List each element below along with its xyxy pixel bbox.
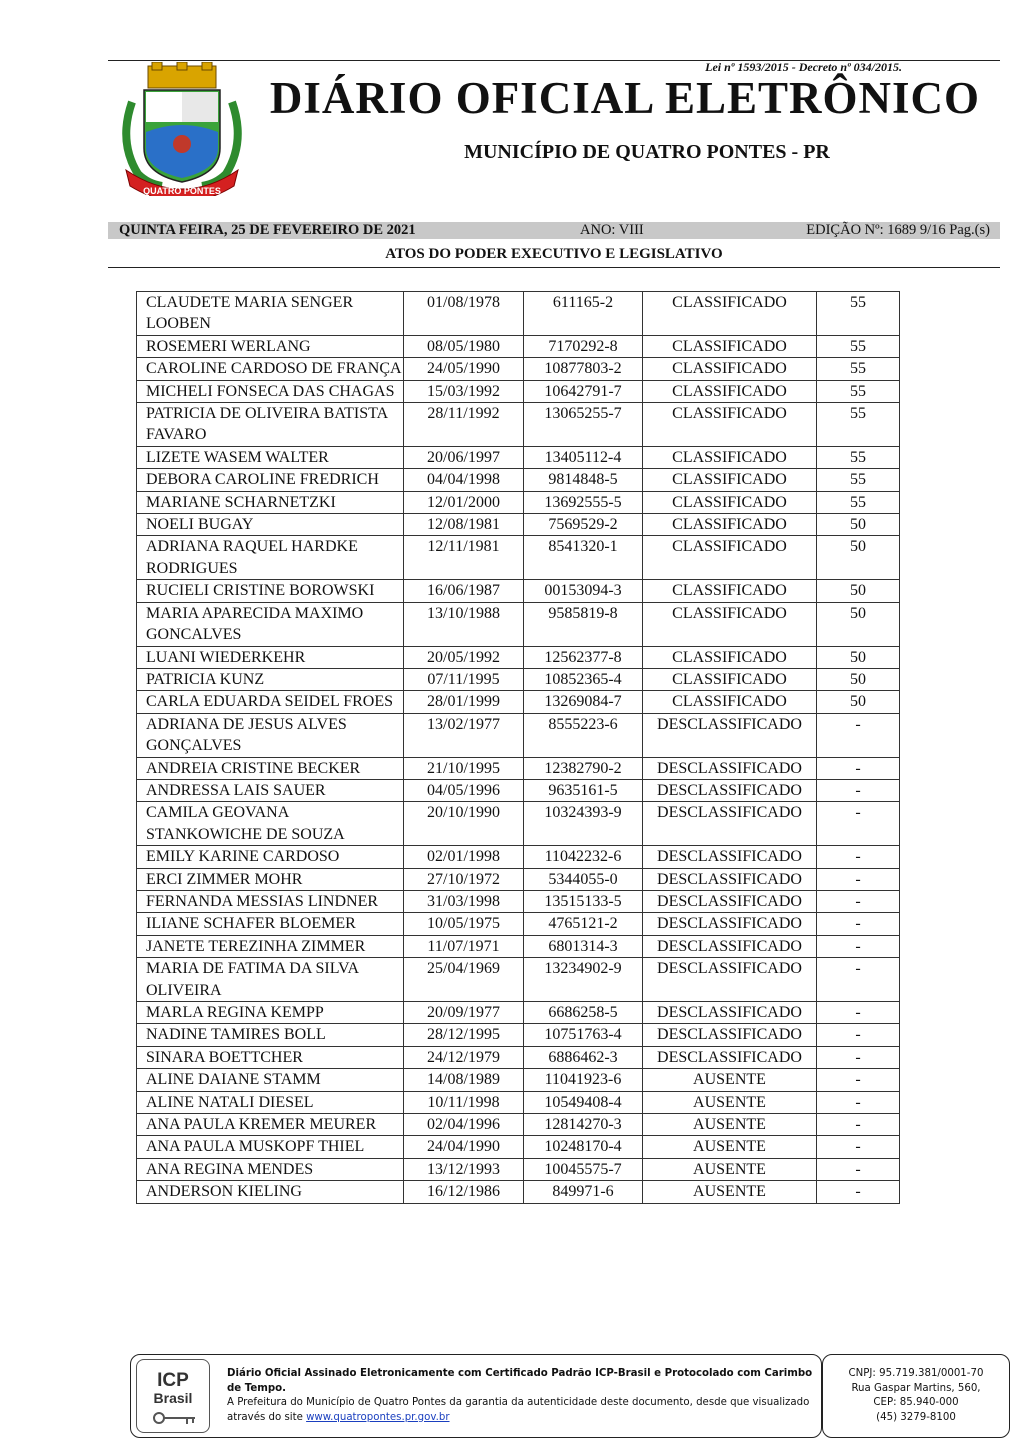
document-id-cell: 5344055-0 (524, 868, 643, 890)
document-id-cell: 9814848-5 (524, 469, 643, 491)
document-id-cell: 13515133-5 (524, 890, 643, 912)
birth-date-cell: 10/05/1975 (404, 913, 524, 935)
result-status-cell: CLASSIFICADO (643, 469, 817, 491)
birth-date-cell: 02/01/1998 (404, 846, 524, 868)
document-id-cell: 6686258-5 (524, 1002, 643, 1024)
table-row (137, 292, 900, 336)
table-row (137, 935, 900, 957)
score-cell: 55 (817, 380, 900, 402)
score-cell: - (817, 958, 900, 1002)
section-title: ATOS DO PODER EXECUTIVO E LEGISLATIVO (385, 246, 723, 262)
score-cell: 55 (817, 335, 900, 357)
document-id-cell: 10248170-4 (524, 1136, 643, 1158)
municipality-subtitle: MUNICÍPIO DE QUATRO PONTES - PR (464, 141, 830, 163)
result-status-cell: AUSENTE (643, 1158, 817, 1180)
birth-date-cell: 28/11/1992 (404, 403, 524, 447)
birth-date-cell: 12/11/1981 (404, 536, 524, 580)
candidate-name-cell: ANA PAULA MUSKOPF THIEL (137, 1136, 404, 1158)
table-row (137, 580, 900, 602)
document-id-cell: 12562377-8 (524, 646, 643, 668)
result-status-cell: CLASSIFICADO (643, 446, 817, 468)
authenticity-prefix: através do site (227, 1411, 307, 1423)
birth-date-cell: 08/05/1980 (404, 335, 524, 357)
page-title: DIÁRIO OFICIAL ELETRÔNICO (269, 73, 981, 123)
candidate-name-cell: ROSEMERI WERLANG (137, 335, 404, 357)
authenticity-site-line (227, 1411, 817, 1426)
birth-date-cell: 20/06/1997 (404, 446, 524, 468)
candidate-name-cell: ALINE DAIANE STAMM (137, 1069, 404, 1091)
table-row (137, 646, 900, 668)
candidate-name-cell: ANDERSON KIELING (137, 1181, 404, 1203)
edition-bar (108, 222, 1000, 239)
svg-text:Brasil: Brasil (153, 1390, 193, 1406)
birth-date-cell: 28/01/1999 (404, 691, 524, 713)
score-cell: 55 (817, 358, 900, 380)
candidate-name-cell: MICHELI FONSECA DAS CHAGAS (137, 380, 404, 402)
candidate-name-cell: ANDREIA CRISTINE BECKER (137, 757, 404, 779)
result-status-cell: CLASSIFICADO (643, 646, 817, 668)
document-id-cell: 8555223-6 (524, 713, 643, 757)
birth-date-cell: 04/04/1998 (404, 469, 524, 491)
candidate-name-cell: MARIANE SCHARNETZKI (137, 491, 404, 513)
table-row (137, 668, 900, 690)
document-id-cell: 13405112-4 (524, 446, 643, 468)
birth-date-cell: 02/04/1996 (404, 1114, 524, 1136)
candidate-name-cell: CLAUDETE MARIA SENGER LOOBEN (137, 292, 404, 336)
table-row (137, 491, 900, 513)
table-row (137, 913, 900, 935)
result-status-cell: DESCLASSIFICADO (643, 757, 817, 779)
candidate-name-cell: EMILY KARINE CARDOSO (137, 846, 404, 868)
contact-box (822, 1354, 1010, 1438)
candidate-name-cell: SINARA BOETTCHER (137, 1046, 404, 1068)
score-cell: 55 (817, 403, 900, 447)
candidate-name-cell: ERCI ZIMMER MOHR (137, 868, 404, 890)
score-cell: 50 (817, 580, 900, 602)
candidate-name-cell: CAROLINE CARDOSO DE FRANÇA (137, 358, 404, 380)
site-link[interactable]: www.quatropontes.pr.gov.br (306, 1411, 450, 1423)
candidate-name-cell: JANETE TEREZINHA ZIMMER (137, 935, 404, 957)
result-status-cell: DESCLASSIFICADO (643, 935, 817, 957)
score-cell: 50 (817, 668, 900, 690)
table-row (137, 713, 900, 757)
table-row (137, 514, 900, 536)
candidate-name-cell: ANA PAULA KREMER MEURER (137, 1114, 404, 1136)
crest-ribbon-label: QUATRO PONTES (143, 186, 221, 196)
candidate-name-cell: ADRIANA RAQUEL HARDKE RODRIGUES (137, 536, 404, 580)
table-row (137, 1181, 900, 1203)
score-cell: 50 (817, 691, 900, 713)
birth-date-cell: 04/05/1996 (404, 779, 524, 801)
result-status-cell: CLASSIFICADO (643, 580, 817, 602)
document-id-cell: 10852365-4 (524, 668, 643, 690)
score-cell: 55 (817, 292, 900, 336)
document-id-cell: 10642791-7 (524, 380, 643, 402)
edition-date: QUINTA FEIRA, 25 DE FEVEREIRO DE 2021 (119, 222, 416, 238)
document-id-cell: 849971-6 (524, 1181, 643, 1203)
document-id-cell: 12814270-3 (524, 1114, 643, 1136)
candidate-name-cell: NOELI BUGAY (137, 514, 404, 536)
result-status-cell: DESCLASSIFICADO (643, 779, 817, 801)
table-row (137, 536, 900, 580)
candidate-name-cell: PATRICIA KUNZ (137, 668, 404, 690)
result-status-cell: CLASSIFICADO (643, 691, 817, 713)
result-status-cell: DESCLASSIFICADO (643, 846, 817, 868)
candidate-name-cell: CAMILA GEOVANA STANKOWICHE DE SOUZA (137, 802, 404, 846)
birth-date-cell: 12/08/1981 (404, 514, 524, 536)
cnpj: CNPJ: 95.719.381/0001-70 (848, 1368, 984, 1379)
birth-date-cell: 13/02/1977 (404, 713, 524, 757)
table-row (137, 602, 900, 646)
birth-date-cell: 25/04/1969 (404, 958, 524, 1002)
table-row (137, 868, 900, 890)
birth-date-cell: 01/08/1978 (404, 292, 524, 336)
document-id-cell: 9635161-5 (524, 779, 643, 801)
document-id-cell: 4765121-2 (524, 913, 643, 935)
document-id-cell: 611165-2 (524, 292, 643, 336)
result-status-cell: DESCLASSIFICADO (643, 958, 817, 1002)
candidate-name-cell: CARLA EDUARDA SEIDEL FROES (137, 691, 404, 713)
svg-text:ICP: ICP (157, 1370, 189, 1391)
table-row (137, 691, 900, 713)
result-status-cell: DESCLASSIFICADO (643, 802, 817, 846)
table-row (137, 335, 900, 357)
document-id-cell: 13234902-9 (524, 958, 643, 1002)
document-id-cell: 8541320-1 (524, 536, 643, 580)
candidate-name-cell: FERNANDA MESSIAS LINDNER (137, 890, 404, 912)
candidate-name-cell: NADINE TAMIRES BOLL (137, 1024, 404, 1046)
score-cell: - (817, 1046, 900, 1068)
result-status-cell: DESCLASSIFICADO (643, 913, 817, 935)
birth-date-cell: 10/11/1998 (404, 1091, 524, 1113)
result-status-cell: CLASSIFICADO (643, 668, 817, 690)
score-cell: - (817, 802, 900, 846)
result-status-cell: CLASSIFICADO (643, 514, 817, 536)
table-row (137, 380, 900, 402)
document-id-cell: 13269084-7 (524, 691, 643, 713)
candidate-name-cell: RUCIELI CRISTINE BOROWSKI (137, 580, 404, 602)
certificate-text (227, 1367, 817, 1425)
document-id-cell: 6801314-3 (524, 935, 643, 957)
result-status-cell: DESCLASSIFICADO (643, 890, 817, 912)
score-cell: - (817, 779, 900, 801)
score-cell: 55 (817, 446, 900, 468)
candidate-name-cell: PATRICIA DE OLIVEIRA BATISTA FAVARO (137, 403, 404, 447)
document-id-cell: 12382790-2 (524, 757, 643, 779)
authenticity-statement: A Prefeitura do Município de Quatro Pontes da garantia da autenticidade deste documento, desde que visualizado (227, 1397, 810, 1408)
score-cell: - (817, 1114, 900, 1136)
score-cell: - (817, 1002, 900, 1024)
table-row (137, 1002, 900, 1024)
document-id-cell: 13065255-7 (524, 403, 643, 447)
table-row (137, 469, 900, 491)
candidate-name-cell: LIZETE WASEM WALTER (137, 446, 404, 468)
result-status-cell: AUSENTE (643, 1136, 817, 1158)
document-id-cell: 7569529-2 (524, 514, 643, 536)
result-status-cell: DESCLASSIFICADO (643, 1002, 817, 1024)
candidate-name-cell: ADRIANA DE JESUS ALVES GONÇALVES (137, 713, 404, 757)
document-id-cell: 10751763-4 (524, 1024, 643, 1046)
score-cell: - (817, 846, 900, 868)
birth-date-cell: 16/12/1986 (404, 1181, 524, 1203)
birth-date-cell: 31/03/1998 (404, 890, 524, 912)
score-cell: - (817, 868, 900, 890)
certificate-box (130, 1354, 822, 1438)
result-status-cell: AUSENTE (643, 1114, 817, 1136)
table-row (137, 802, 900, 846)
table-row (137, 403, 900, 447)
table-row (137, 1136, 900, 1158)
municipal-crest-icon (118, 62, 246, 196)
law-reference: Lei nº 1593/2015 - Decreto nº 034/2015. (705, 60, 902, 74)
result-status-cell: CLASSIFICADO (643, 536, 817, 580)
table-row (137, 358, 900, 380)
results-table (136, 291, 900, 1204)
candidate-name-cell: MARIA APARECIDA MAXIMO GONCALVES (137, 602, 404, 646)
candidate-name-cell: ANDRESSA LAIS SAUER (137, 779, 404, 801)
cep: CEP: 85.940-000 (873, 1397, 959, 1408)
candidate-name-cell: LUANI WIEDERKEHR (137, 646, 404, 668)
contact-info (823, 1367, 1009, 1425)
score-cell: - (817, 935, 900, 957)
address: Rua Gaspar Martins, 560, (851, 1382, 981, 1394)
document-id-cell: 10549408-4 (524, 1091, 643, 1113)
score-cell: - (817, 913, 900, 935)
result-status-cell: CLASSIFICADO (643, 335, 817, 357)
section-rule (108, 267, 1000, 268)
result-status-cell: AUSENTE (643, 1181, 817, 1203)
birth-date-cell: 12/01/2000 (404, 491, 524, 513)
score-cell: 50 (817, 536, 900, 580)
birth-date-cell: 20/09/1977 (404, 1002, 524, 1024)
score-cell: 55 (817, 491, 900, 513)
document-id-cell: 10877803-2 (524, 358, 643, 380)
score-cell: - (817, 1091, 900, 1113)
score-cell: 55 (817, 469, 900, 491)
birth-date-cell: 20/05/1992 (404, 646, 524, 668)
score-cell: - (817, 757, 900, 779)
candidate-name-cell: ILIANE SCHAFER BLOEMER (137, 913, 404, 935)
document-id-cell: 11041923-6 (524, 1069, 643, 1091)
birth-date-cell: 24/05/1990 (404, 358, 524, 380)
candidate-name-cell: DEBORA CAROLINE FREDRICH (137, 469, 404, 491)
edition-number: EDIÇÃO Nº: 1689 9/16 Pag.(s) (806, 222, 990, 238)
score-cell: - (817, 890, 900, 912)
table-row (137, 1158, 900, 1180)
table-row (137, 779, 900, 801)
birth-date-cell: 20/10/1990 (404, 802, 524, 846)
birth-date-cell: 27/10/1972 (404, 868, 524, 890)
result-status-cell: CLASSIFICADO (643, 380, 817, 402)
birth-date-cell: 28/12/1995 (404, 1024, 524, 1046)
score-cell: 50 (817, 602, 900, 646)
score-cell: - (817, 1024, 900, 1046)
document-id-cell: 6886462-3 (524, 1046, 643, 1068)
document-id-cell: 11042232-6 (524, 846, 643, 868)
score-cell: - (817, 1181, 900, 1203)
table-row (137, 1046, 900, 1068)
table-row (137, 446, 900, 468)
table-row (137, 1024, 900, 1046)
signature-statement: Diário Oficial Assinado Eletronicamente com Certificado Padrão ICP-Brasil e Protocolado com Carimbo de Tempo. (227, 1368, 813, 1394)
table-row (137, 846, 900, 868)
result-status-cell: CLASSIFICADO (643, 491, 817, 513)
result-status-cell: DESCLASSIFICADO (643, 1024, 817, 1046)
table-row (137, 890, 900, 912)
results-table-body (137, 292, 900, 1204)
birth-date-cell: 24/04/1990 (404, 1136, 524, 1158)
table-row (137, 958, 900, 1002)
candidate-name-cell: ANA REGINA MENDES (137, 1158, 404, 1180)
result-status-cell: DESCLASSIFICADO (643, 713, 817, 757)
birth-date-cell: 15/03/1992 (404, 380, 524, 402)
result-status-cell: AUSENTE (643, 1091, 817, 1113)
candidate-name-cell: MARLA REGINA KEMPP (137, 1002, 404, 1024)
birth-date-cell: 11/07/1971 (404, 935, 524, 957)
table-row (137, 1091, 900, 1113)
score-cell: - (817, 1158, 900, 1180)
document-id-cell: 7170292-8 (524, 335, 643, 357)
score-cell: - (817, 713, 900, 757)
birth-date-cell: 16/06/1987 (404, 580, 524, 602)
birth-date-cell: 24/12/1979 (404, 1046, 524, 1068)
result-status-cell: AUSENTE (643, 1069, 817, 1091)
candidate-name-cell: ALINE NATALI DIESEL (137, 1091, 404, 1113)
result-status-cell: DESCLASSIFICADO (643, 1046, 817, 1068)
score-cell: - (817, 1069, 900, 1091)
birth-date-cell: 14/08/1989 (404, 1069, 524, 1091)
birth-date-cell: 07/11/1995 (404, 668, 524, 690)
table-row (137, 1114, 900, 1136)
candidate-name-cell: MARIA DE FATIMA DA SILVA OLIVEIRA (137, 958, 404, 1002)
result-status-cell: DESCLASSIFICADO (643, 868, 817, 890)
table-row (137, 1069, 900, 1091)
document-id-cell: 10045575-7 (524, 1158, 643, 1180)
result-status-cell: CLASSIFICADO (643, 292, 817, 336)
document-id-cell: 00153094-3 (524, 580, 643, 602)
edition-year: ANO: VIII (580, 222, 644, 238)
birth-date-cell: 13/12/1993 (404, 1158, 524, 1180)
footer (130, 1354, 1010, 1438)
document-id-cell: 9585819-8 (524, 602, 643, 646)
score-cell: - (817, 1136, 900, 1158)
table-row (137, 757, 900, 779)
result-status-cell: CLASSIFICADO (643, 602, 817, 646)
icp-brasil-logo-icon (136, 1359, 210, 1433)
score-cell: 50 (817, 646, 900, 668)
result-status-cell: CLASSIFICADO (643, 358, 817, 380)
phone: (45) 3279-8100 (876, 1411, 956, 1423)
birth-date-cell: 13/10/1988 (404, 602, 524, 646)
score-cell: 50 (817, 514, 900, 536)
document-id-cell: 13692555-5 (524, 491, 643, 513)
result-status-cell: CLASSIFICADO (643, 403, 817, 447)
document-id-cell: 10324393-9 (524, 802, 643, 846)
birth-date-cell: 21/10/1995 (404, 757, 524, 779)
